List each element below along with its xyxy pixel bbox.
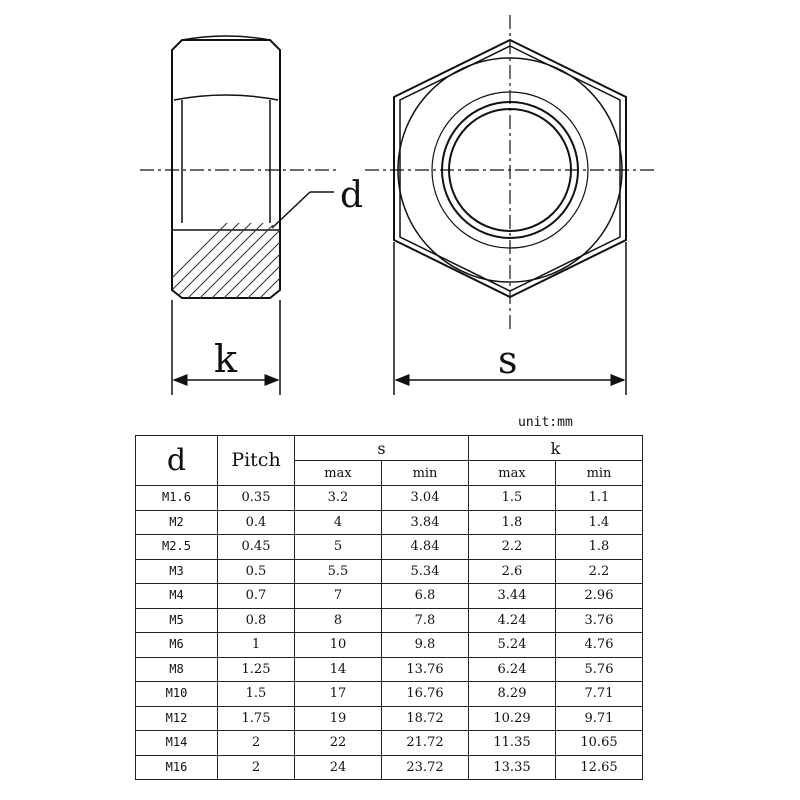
cell-s-max: 5.5 (295, 559, 382, 584)
cell-pitch: 1.75 (218, 706, 295, 731)
cell-pitch: 0.35 (218, 486, 295, 511)
d-leader (272, 192, 334, 228)
cell-k-max: 3.44 (469, 584, 556, 609)
cell-k-max: 2.2 (469, 535, 556, 560)
table-row (136, 731, 643, 756)
table-row (136, 657, 643, 682)
cell-k-min: 2.2 (556, 559, 643, 584)
table-row (136, 535, 643, 560)
cell-s-max: 14 (295, 657, 382, 682)
cell-d: M2.5 (136, 535, 218, 560)
cell-s-min: 21.72 (382, 731, 469, 756)
cell-pitch: 2 (218, 755, 295, 780)
cell-s-min: 7.8 (382, 608, 469, 633)
cell-s-max: 7 (295, 584, 382, 609)
cell-s-max: 3.2 (295, 486, 382, 511)
table-row (136, 584, 643, 609)
s-label: s (498, 338, 518, 382)
cell-k-min: 1.8 (556, 535, 643, 560)
header-pitch: Pitch (218, 436, 295, 486)
header-s-max: max (295, 461, 382, 486)
cell-k-min: 3.76 (556, 608, 643, 633)
cell-pitch: 0.45 (218, 535, 295, 560)
header-k-max: max (469, 461, 556, 486)
cell-pitch: 1 (218, 633, 295, 658)
cell-pitch: 0.7 (218, 584, 295, 609)
header-d: d (136, 436, 218, 486)
table-row (136, 682, 643, 707)
cell-d: M1.6 (136, 486, 218, 511)
cell-k-min: 12.65 (556, 755, 643, 780)
cell-k-max: 5.24 (469, 633, 556, 658)
cell-d: M6 (136, 633, 218, 658)
cell-k-min: 10.65 (556, 731, 643, 756)
cell-k-max: 10.29 (469, 706, 556, 731)
cell-s-max: 22 (295, 731, 382, 756)
cell-s-min: 16.76 (382, 682, 469, 707)
cell-k-min: 1.1 (556, 486, 643, 511)
cell-s-max: 5 (295, 535, 382, 560)
cell-s-min: 3.84 (382, 510, 469, 535)
cell-k-max: 2.6 (469, 559, 556, 584)
cell-d: M8 (136, 657, 218, 682)
cell-k-max: 6.24 (469, 657, 556, 682)
cell-k-max: 13.35 (469, 755, 556, 780)
cell-k-min: 4.76 (556, 633, 643, 658)
table-row (136, 608, 643, 633)
header-s-min: min (382, 461, 469, 486)
k-label: k (214, 337, 238, 381)
cell-s-min: 9.8 (382, 633, 469, 658)
cell-pitch: 0.8 (218, 608, 295, 633)
cell-pitch: 0.5 (218, 559, 295, 584)
cell-s-min: 4.84 (382, 535, 469, 560)
unit-label: unit:mm (518, 415, 573, 430)
table-row (136, 706, 643, 731)
dimension-table (135, 435, 643, 780)
cell-s-max: 10 (295, 633, 382, 658)
section-hatch (150, 220, 350, 300)
cell-k-max: 1.8 (469, 510, 556, 535)
cell-d: M16 (136, 755, 218, 780)
cell-d: M12 (136, 706, 218, 731)
cell-s-min: 3.04 (382, 486, 469, 511)
cell-s-min: 5.34 (382, 559, 469, 584)
cell-k-max: 11.35 (469, 731, 556, 756)
cell-s-max: 24 (295, 755, 382, 780)
cell-s-min: 6.8 (382, 584, 469, 609)
cell-k-min: 9.71 (556, 706, 643, 731)
cell-s-max: 4 (295, 510, 382, 535)
cell-s-max: 19 (295, 706, 382, 731)
cell-s-min: 13.76 (382, 657, 469, 682)
cell-k-max: 8.29 (469, 682, 556, 707)
cell-s-min: 18.72 (382, 706, 469, 731)
table-row (136, 510, 643, 535)
d-label: d (340, 175, 364, 216)
table-row (136, 633, 643, 658)
cell-pitch: 2 (218, 731, 295, 756)
header-k: k (469, 436, 643, 461)
cell-d: M3 (136, 559, 218, 584)
cell-s-max: 17 (295, 682, 382, 707)
cell-k-max: 4.24 (469, 608, 556, 633)
cell-d: M2 (136, 510, 218, 535)
table-row (136, 559, 643, 584)
cell-d: M4 (136, 584, 218, 609)
cell-pitch: 0.4 (218, 510, 295, 535)
table-row (136, 755, 643, 780)
table-row (136, 486, 643, 511)
cell-k-min: 5.76 (556, 657, 643, 682)
cell-pitch: 1.5 (218, 682, 295, 707)
cell-pitch: 1.25 (218, 657, 295, 682)
cell-d: M14 (136, 731, 218, 756)
cell-d: M10 (136, 682, 218, 707)
cell-k-min: 2.96 (556, 584, 643, 609)
cell-k-min: 1.4 (556, 510, 643, 535)
cell-k-min: 7.71 (556, 682, 643, 707)
header-k-min: min (556, 461, 643, 486)
cell-s-max: 8 (295, 608, 382, 633)
header-s: s (295, 436, 469, 461)
cell-s-min: 23.72 (382, 755, 469, 780)
cell-d: M5 (136, 608, 218, 633)
cell-k-max: 1.5 (469, 486, 556, 511)
